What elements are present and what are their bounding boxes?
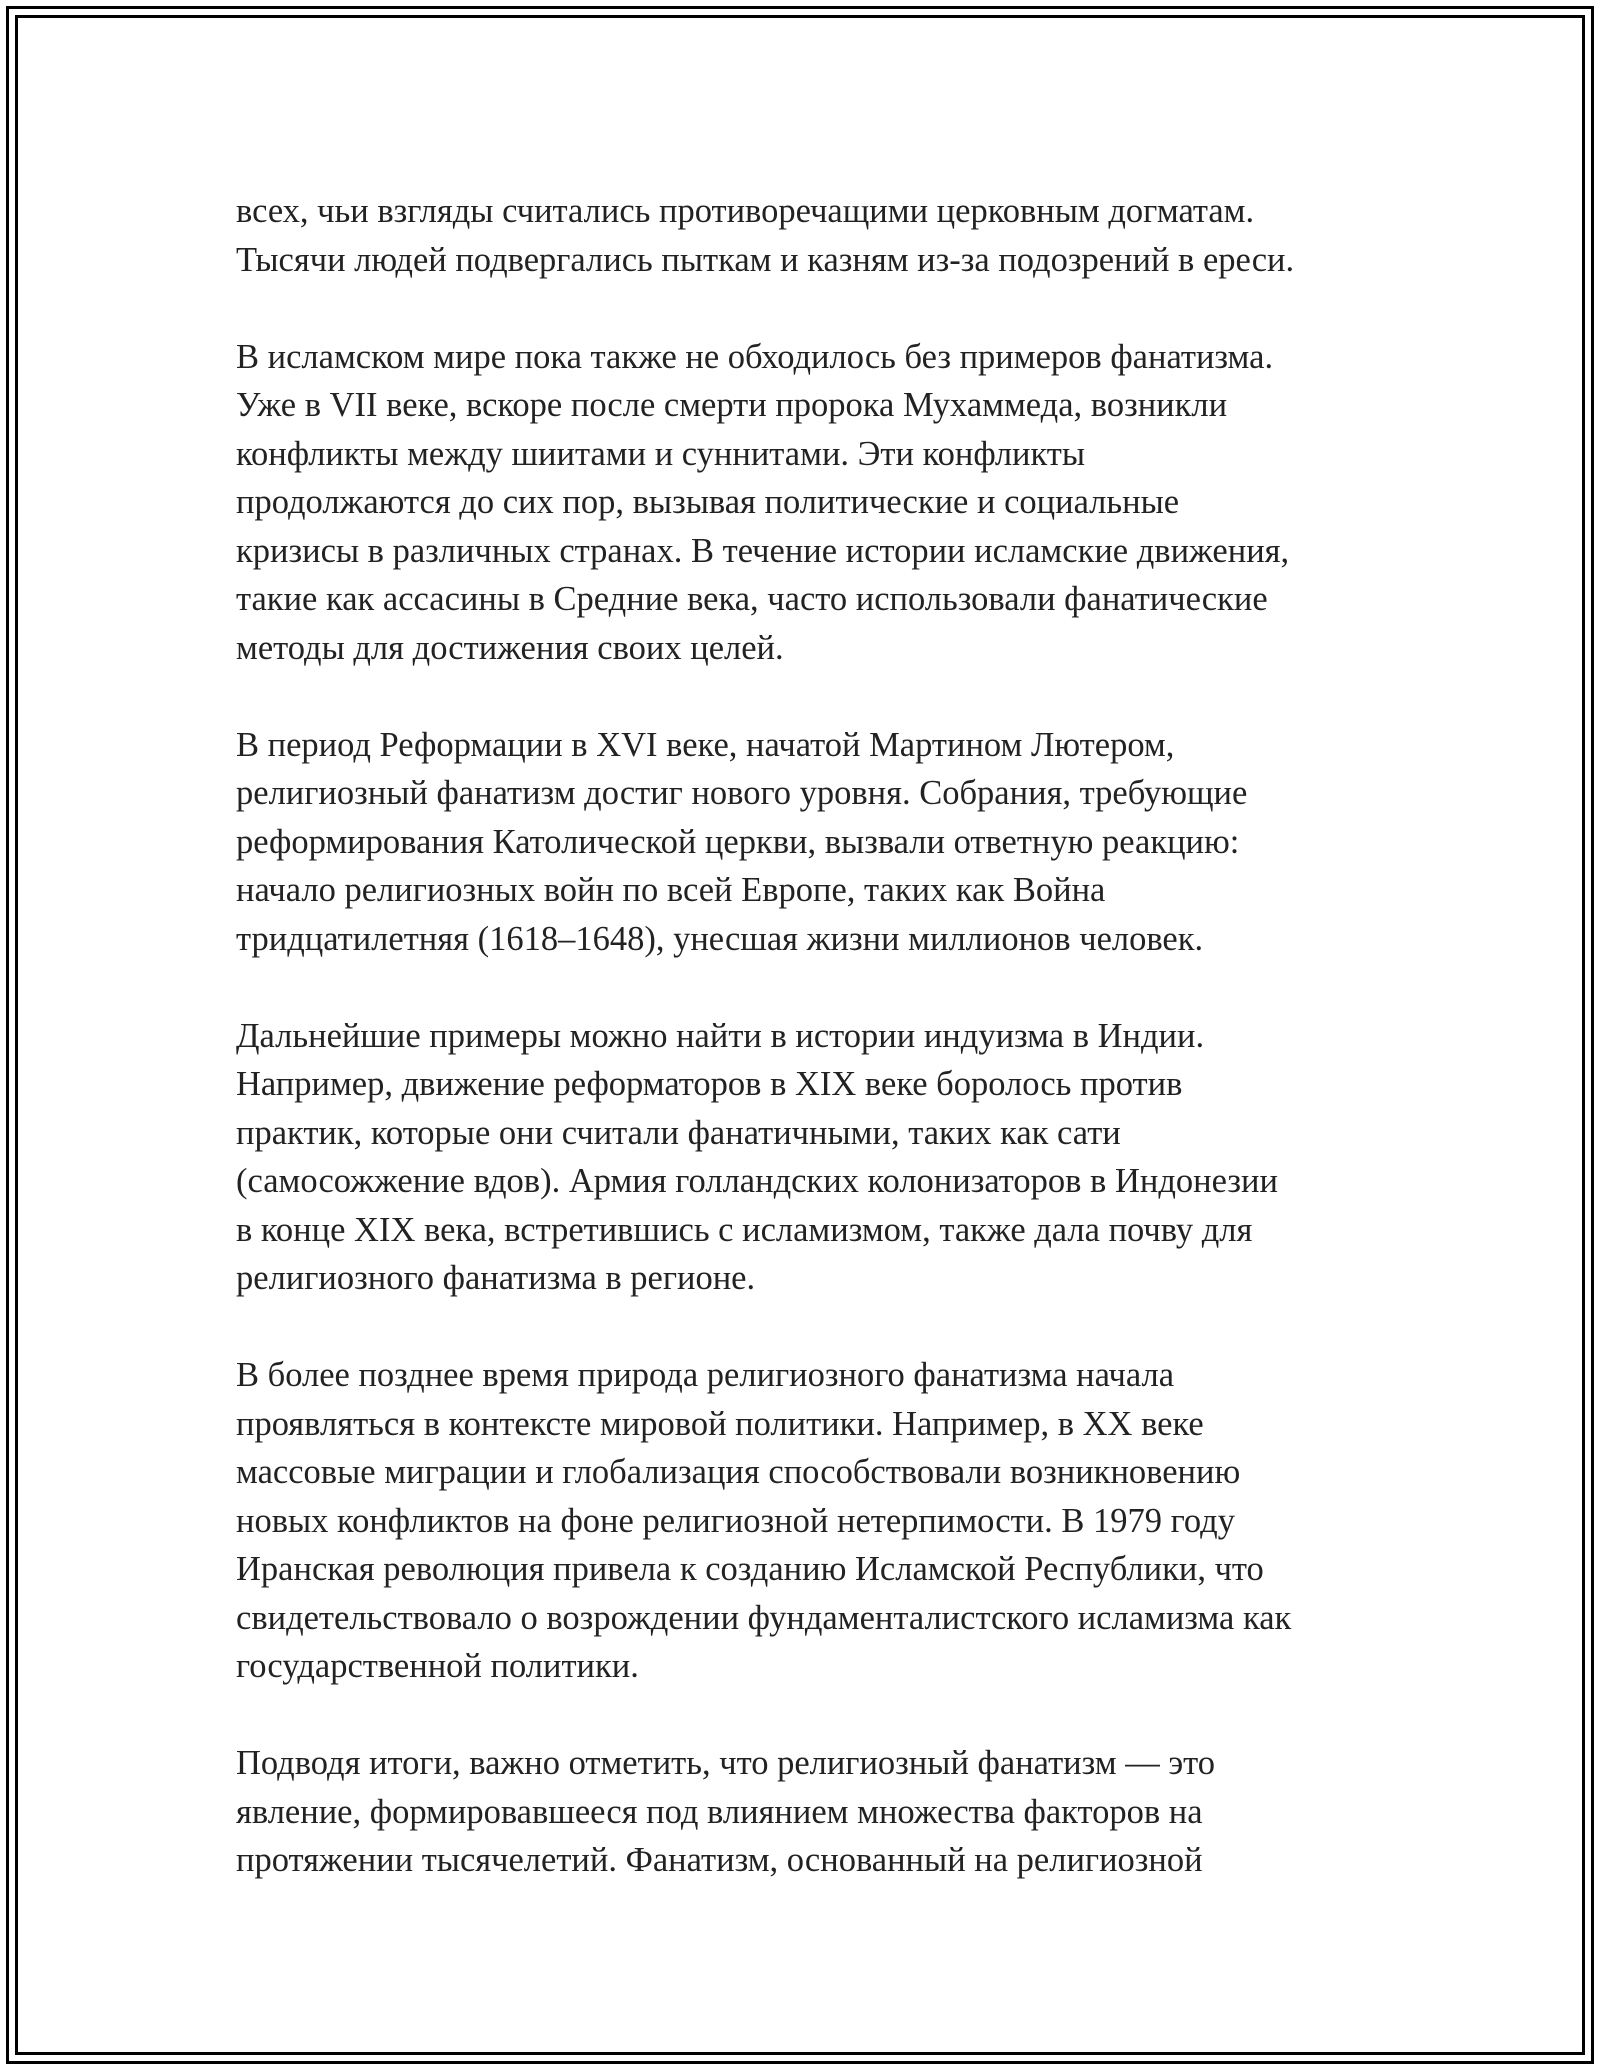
text-line: новых конфликтов на фоне религиозной нетерпимости. В 1979 году: [236, 1501, 1235, 1540]
text-line: всех, чьи взгляды считались противоречащими церковным догматам.: [236, 192, 1255, 230]
text-line: Уже в VII веке, вскоре после смерти пророка Мухаммеда, возникли: [236, 386, 1228, 424]
text-line: свидетельствовало о возрождении фундаменталистского исламизма как: [236, 1598, 1292, 1637]
text-line: В исламском мире пока также не обходилось без примеров фанатизма.: [236, 337, 1274, 376]
text-line: явление, формировавшееся под влиянием множества факторов на: [236, 1792, 1203, 1831]
paragraph-3: [236, 721, 1386, 964]
text-line: реформирования Католической церкви, вызвали ответную реакцию:: [236, 822, 1240, 861]
text-line: кризисы в различных странах. В течение истории исламские движения,: [236, 531, 1290, 570]
text-line: протяжении тысячелетий. Фанатизм, основанный на религиозной: [236, 1841, 1203, 1879]
text-line: Иранская революция привела к созданию Исламской Республики, что: [236, 1550, 1264, 1588]
text-line: продолжаются до сих пор, вызывая политические и социальные: [236, 483, 1180, 521]
text-line: Например, движение реформаторов в XIX веке боролось против: [236, 1065, 1183, 1103]
text-line: Тысячи людей подвергались пыткам и казням из-за подозрений в ереси.: [236, 240, 1295, 279]
paragraph-4: [236, 1012, 1386, 1303]
text-line: проявляться в контексте мировой политики. Например, в XX веке: [236, 1404, 1204, 1443]
text-line: государственной политики.: [236, 1647, 639, 1685]
text-line: методы для достижения своих целей.: [236, 628, 784, 667]
text-line: религиозного фанатизма в регионе.: [236, 1259, 756, 1297]
text-line: В период Реформации в XVI веке, начатой Мартином Лютером,: [236, 725, 1175, 764]
text-line: практик, которые они считали фанатичными, таких как сати: [236, 1113, 1121, 1152]
text-line: Подводя итоги, важно отметить, что религиозный фанатизм — это: [236, 1744, 1216, 1782]
document-body: [236, 187, 1386, 1933]
text-line: в конце XIX века, встретившись с исламизмом, также дала почву для: [236, 1210, 1253, 1249]
text-line: религиозный фанатизм достиг нового уровня. Собрания, требующие: [236, 774, 1248, 812]
text-line: конфликты между шиитами и суннитами. Эти конфликты: [236, 434, 1086, 473]
paragraph-2: [236, 333, 1386, 673]
text-line: массовые миграции и глобализация способствовали возникновению: [236, 1453, 1241, 1491]
text-line: тридцатилетняя (1618–1648), унесшая жизни миллионов человек.: [236, 919, 1204, 958]
text-line: такие как ассасины в Средние века, часто использовали фанатические: [236, 580, 1268, 618]
paragraph-6: [236, 1739, 1386, 1885]
paragraph-5: [236, 1351, 1386, 1691]
paragraph-1: [236, 187, 1386, 284]
text-line: (самосожжение вдов). Армия голландских колонизаторов в Индонезии: [236, 1162, 1278, 1200]
text-line: начало религиозных войн по всей Европе, таких как Война: [236, 871, 1106, 909]
text-line: Дальнейшие примеры можно найти в истории индуизма в Индии.: [236, 1016, 1205, 1055]
text-line: В более позднее время природа религиозного фанатизма начала: [236, 1356, 1175, 1394]
